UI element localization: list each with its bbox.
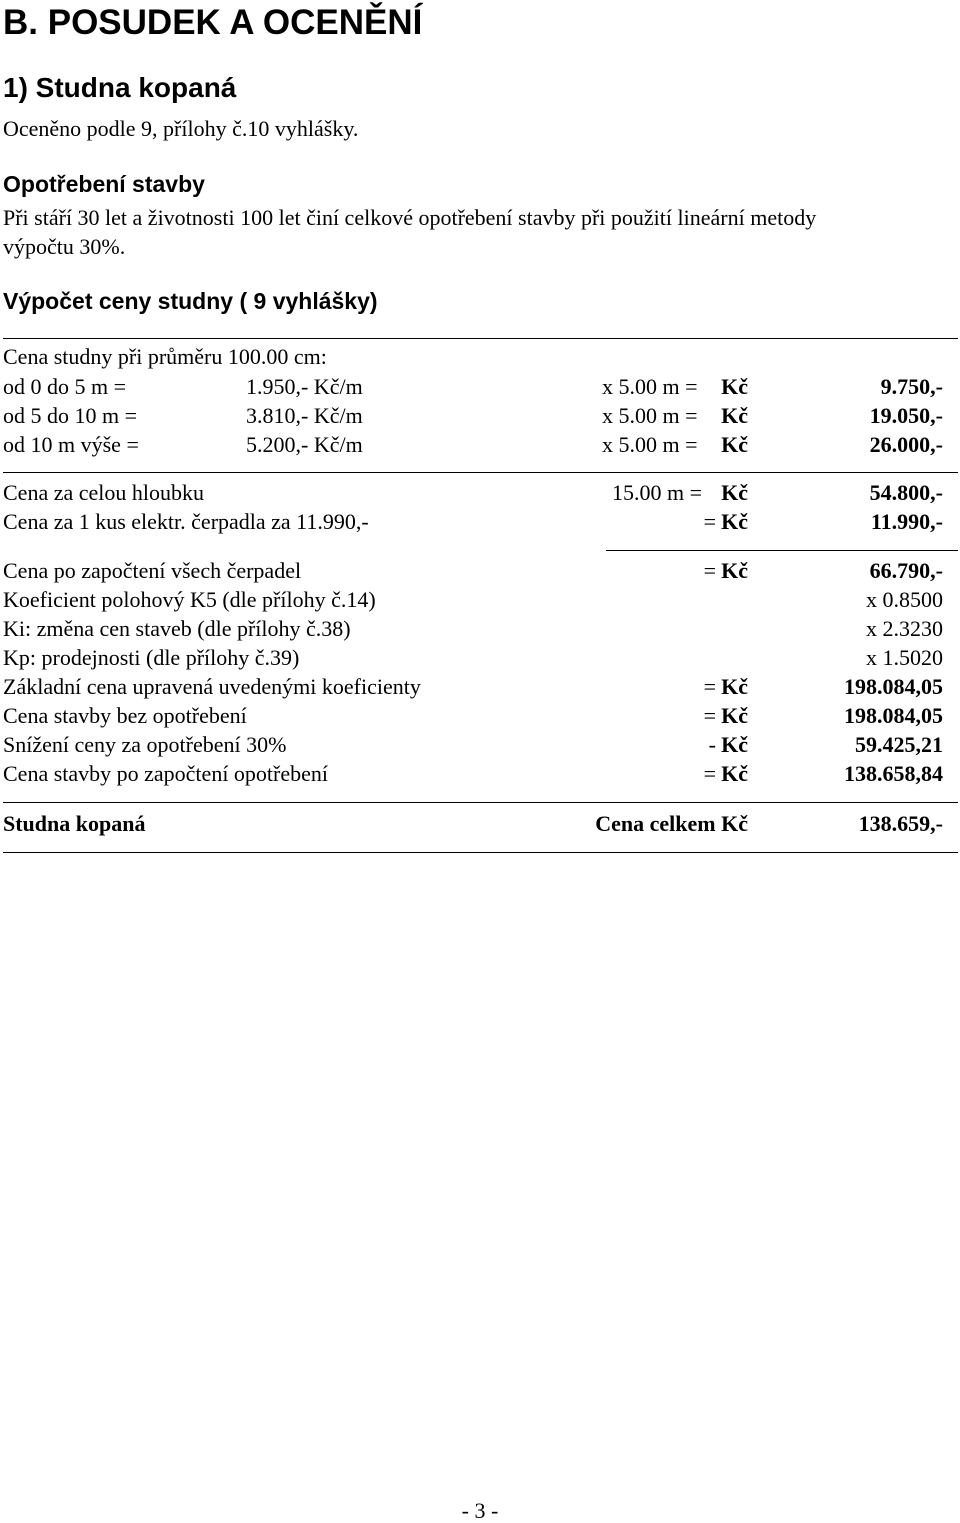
depth-range: od 10 m výše = [3, 432, 139, 457]
currency: Kč [721, 761, 748, 786]
final-top-rule [3, 802, 958, 803]
summary-sign: = [703, 703, 716, 728]
pumps-total-amount: 66.790,- [869, 558, 943, 583]
currency: Kč [721, 480, 748, 505]
currency: Kč [721, 558, 748, 583]
wear-text-line-2: výpočtu 30%. [3, 234, 126, 259]
pump-eq: = [703, 509, 716, 534]
coefficient-value: x 2.3230 [866, 616, 943, 641]
currency: Kč [721, 674, 748, 699]
section-title: B. POSUDEK A OCENĚNÍ [3, 3, 423, 42]
depth-amount: 9.750,- [880, 374, 943, 399]
summary-label: Základní cena upravená uvedenými koeficienty [3, 674, 421, 699]
depth-qty: x 5.00 m = [602, 403, 698, 428]
calc-heading: Výpočet ceny studny ( 9 vyhlášky) [3, 288, 378, 314]
summary-amount: 138.658,84 [844, 761, 943, 786]
currency: Kč [721, 509, 748, 534]
final-label: Studna kopaná [3, 811, 146, 836]
summary-sign: = [703, 674, 716, 699]
currency: Kč [721, 403, 748, 428]
page-number: - 3 - [461, 1498, 499, 1523]
final-amount: 138.659,- [858, 811, 943, 836]
currency: Kč [721, 732, 748, 757]
coefficient-value: x 0.8500 [866, 587, 943, 612]
summary-sign: - [708, 732, 716, 757]
depth-range: od 0 do 5 m = [3, 374, 127, 399]
depth-amount: 26.000,- [869, 432, 943, 457]
currency: Kč [721, 432, 748, 457]
depth-rate: 3.810,- Kč/m [246, 403, 363, 428]
wear-text-line-1: Při stáří 30 let a životnosti 100 let činí celkové opotřebení stavby při použití lineární metody [3, 205, 817, 230]
depth-rule [3, 472, 958, 473]
summary-amount: 198.084,05 [844, 674, 943, 699]
depth-rate: 5.200,- Kč/m [246, 432, 363, 457]
total-depth-label: Cena za celou hloubku [3, 480, 204, 505]
depth-qty: x 5.00 m = [602, 374, 698, 399]
coefficient-label: Ki: změna cen staveb (dle přílohy č.38) [3, 616, 351, 641]
pumps-total-label: Cena po započtení všech čerpadel [3, 558, 302, 583]
total-depth-qty: 15.00 m = [611, 480, 702, 505]
final-bottom-rule [3, 852, 958, 853]
depth-range: od 5 do 10 m = [3, 403, 138, 428]
summary-amount: 198.084,05 [844, 703, 943, 728]
pump-label: Cena za 1 kus elektr. čerpadla za 11.990,- [3, 509, 369, 534]
price-intro: Cena studny při průměru 100.00 cm: [3, 344, 327, 369]
summary-sign: = [703, 761, 716, 786]
depth-qty: x 5.00 m = [602, 432, 698, 457]
summary-label: Snížení ceny za opotřebení 30% [3, 732, 287, 757]
valued-by-text: Oceněno podle 9, přílohy č.10 vyhlášky. [3, 116, 359, 141]
coefficient-label: Kp: prodejnosti (dle přílohy č.39) [3, 645, 300, 670]
item-title: 1) Studna kopaná [3, 72, 237, 103]
pumps-total-eq: = [703, 558, 716, 583]
depth-rate: 1.950,- Kč/m [246, 374, 363, 399]
currency: Kč [721, 374, 748, 399]
currency: Kč [721, 703, 748, 728]
final-total-label: Cena celkem Kč [595, 811, 748, 836]
wear-heading: Opotřebení stavby [3, 171, 205, 197]
coefficient-value: x 1.5020 [866, 645, 943, 670]
coefficient-label: Koeficient polohový K5 (dle přílohy č.14) [3, 587, 376, 612]
subtotal-rule [606, 550, 958, 551]
depth-amount: 19.050,- [869, 403, 943, 428]
summary-amount: 59.425,21 [855, 732, 943, 757]
summary-label: Cena stavby bez opotřebení [3, 703, 247, 728]
summary-label: Cena stavby po započtení opotřebení [3, 761, 329, 786]
total-depth-amount: 54.800,- [869, 480, 943, 505]
table-top-rule [3, 338, 958, 339]
pump-amount: 11.990,- [870, 509, 943, 534]
